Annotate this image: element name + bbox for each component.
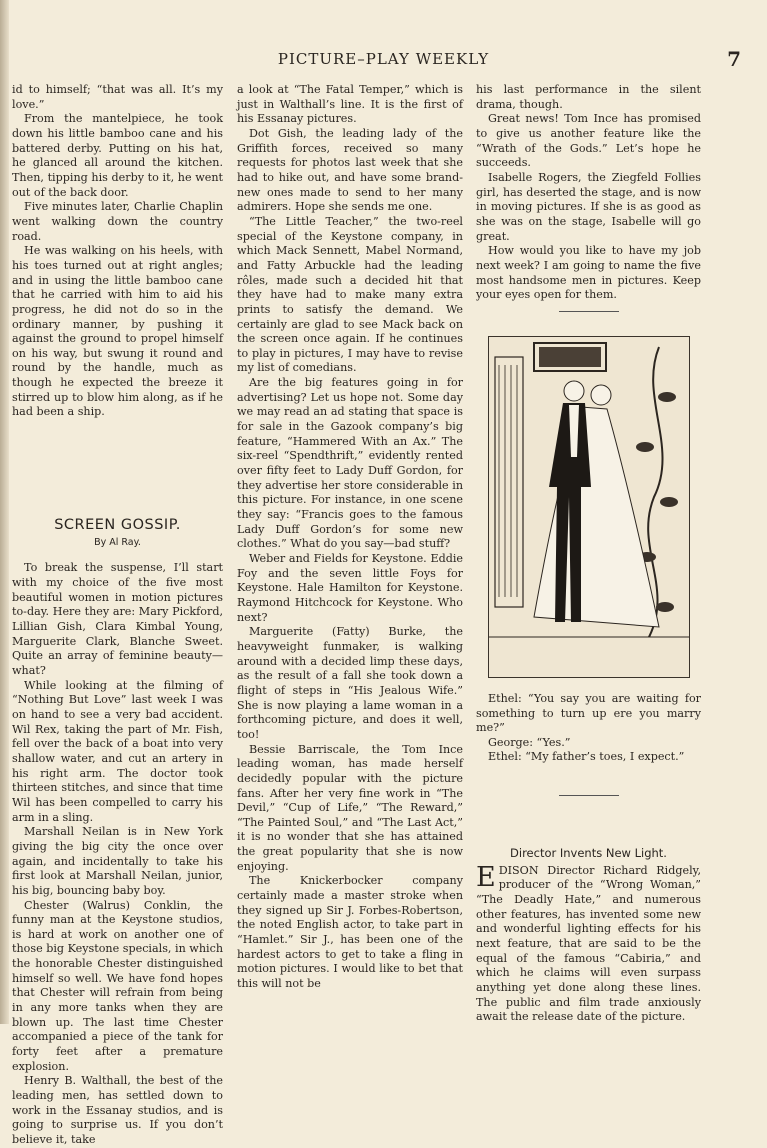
page-number: 7: [727, 47, 741, 71]
gossip-byline: By Al Ray.: [94, 536, 141, 548]
gossip-paragraph: Dot Gish, the leading lady of the Griffith forces, received so many requests for photos last week that she had to hike out, and have some brand-new ones made to send to her many admirers. Hope she sends me one.: [237, 126, 463, 214]
gossip-paragraph: Weber and Fields for Keystone. Eddie Foy and the seven little Foys for Keystone. Hale Hamilton for Keystone. Raymond Hitchcock for Keystone. Who next?: [237, 552, 463, 624]
caption-line: George: “Yes.”: [488, 735, 571, 749]
gossip-paragraph: To break the suspense, I’ll start with my choice of the five most beautiful women in motion pictures to-day. Here they are: Mary Pickford, Lillian Gish, Clara Kimbal Young, Marguerite Clark, Blanche Sweet. Quite an array of feminine beauty—what?: [12, 561, 223, 677]
cartoon-caption: [476, 692, 701, 765]
news-paragraph: [476, 861, 701, 1025]
story-paragraph: id to himself; “that was all. It’s my love.”: [12, 83, 223, 111]
gossip-paragraph: Isabelle Rogers, the Ziegfeld Follies girl, has deserted the stage, and is now in moving pictures. If she is as good as she was on the stage, Isabelle will go great.: [476, 170, 701, 243]
column-1: [12, 83, 223, 1148]
gossip-paragraph: Henry B. Walthall, the best of the leading men, has settled down to work in the Essanay studios, and is going to surprise us. If you don’t believe it, take: [12, 1074, 223, 1146]
gossip-paragraph: Marguerite (Fatty) Burke, the heavyweight funmaker, is walking around with a decided limp these days, as the result of a fall she took down a flight of steps in “His Jealous Wife.” She is now playing a lame woman in a forthcoming picture, and does it well, too!: [237, 625, 463, 741]
gossip-paragraph: his last performance in the silent drama, though.: [476, 83, 701, 111]
gossip-paragraph: “The Little Teacher,” the two-reel special of the Keystone company, in which Mack Sennett, Mabel Normand, and Fatty Arbuckle had the leading rôles, made such a decided hit that they have had to make many extra prints to satisfy the demand. We certainly are glad to see Mack back on the screen once again. If he continues to play in pictures, I may have to revise my list of comedians.: [237, 214, 463, 375]
story-paragraph: He was walking on his heels, with his toes turned out at right angles; and in using the little bamboo cane that he carried with him to aid his progress, he did not do so in the ordinary manner, by pushing it against the ground to propel himself on his way, but swung it round and round by the handle, much as though he expected the breeze it stirred up to blow him along, as if he had been a ship.: [12, 244, 223, 419]
caption-line: Ethel: “My father’s toes, I expect.”: [488, 750, 685, 764]
section-divider: [559, 795, 619, 796]
column-2: [237, 83, 463, 992]
gossip-paragraph: Marshall Neilan is in New York giving the big city the once over again, and incidentally to take his first look at Marshall Neilan, junior, his big, bouncing baby boy.: [12, 825, 223, 897]
gossip-paragraph: While looking at the filming of “Nothing But Love” last week I was on hand to see a very bad accident. Wil Rex, taking the part of Mr. Fish, fell over the back of a boat into very shallow water, and cut an artery in his right arm. The doctor took thirteen stitches, and since that time Wil has been compelled to carry his arm in a sling.: [12, 678, 223, 824]
column-3: [476, 83, 701, 1025]
page-binding-shadow: [0, 0, 9, 1024]
screen-gossip-heading: SCREEN GOSSIP.: [54, 517, 181, 534]
gossip-paragraph: The Knickerbocker company certainly made a master stroke when they signed up Sir J. Forbes-Robertson, the noted English actor, to take part in “Hamlet.” Sir J., has been one of the hardest actors to get to take a fling in motion pictures. I would like to bet that this will not be: [237, 874, 463, 991]
story-paragraph: Five minutes later, Charlie Chaplin went walking down the country road.: [12, 200, 223, 243]
gossip-paragraph: Great news! Tom Ince has promised to give us another feature like the “Wrath of the Gods.” Let’s hope he succeeds.: [476, 112, 701, 170]
cartoon-illustration: [488, 336, 690, 678]
gossip-paragraph: a look at “The Fatal Temper,” which is just in Walthall’s line. It is the first of his Essanay pictures.: [237, 83, 463, 126]
story-paragraph: From the mantelpiece, he took down his little bamboo cane and his battered derby. Putting on his hat, he glanced all around the kitchen. Then, tipping his derby to it, he went out of the back door.: [12, 112, 223, 199]
gossip-paragraph: Are the big features going in for advertising? Let us hope not. Some day we may read an ad stating that space is for sale in the Gazook company’s big feature, “Hammered With an Ax.” The six-reel “Spendthrift,” evidently rented over fifty feet to Lady Duff Gordon, for they advertise her store considerable in this picture. For instance, in one scene they say: “Francis goes to the famous Lady Duff Gordon’s for some new clothes.” What do you say—bad stuff?: [237, 376, 463, 551]
news-heading: Director Invents New Light.: [510, 846, 667, 861]
caption-line: Ethel: “You say you are waiting for something to turn up ere you marry me?”: [476, 691, 701, 735]
section-divider: [559, 311, 619, 312]
drop-cap: E: [476, 861, 496, 893]
gossip-paragraph: How would you like to have my job next week? I am going to name the five most handsome men in pictures. Keep your eyes open for them.: [476, 244, 701, 302]
gossip-paragraph: Chester (Walrus) Conklin, the funny man at the Keystone studios, is hard at work on another one of those big Keystone specials, in which the honorable Chester distinguished himself so well. We have fond hopes that Chester will refrain from being in any more tanks when they are blown up. The last time Chester accompanied a piece of the tank for forty feet after a premature explosion.: [12, 898, 223, 1073]
running-title: PICTURE–PLAY WEEKLY: [277, 50, 490, 68]
gossip-paragraph: Bessie Barriscale, the Tom Ince leading woman, has made herself decidedly popular with the picture fans. After her very fine work in “The Devil,” “Cup of Life,” “The Reward,” “The Painted Soul,” and “The Last Act,” it is no wonder that she has attained the great popularity that she is now enjoying.: [237, 742, 463, 873]
news-text: DISON Director Richard Ridgely, producer of the “Wrong Woman,” “The Deadly Hate,” and numerous other features, has invented some new and wonderful lighting effects for his next feature, that are said to be the equal of the famous “Cabiria,” and which he claims will even surpass anything yet done along these lines. The public and film trade anxiously await the release date of the picture.: [476, 863, 701, 1024]
